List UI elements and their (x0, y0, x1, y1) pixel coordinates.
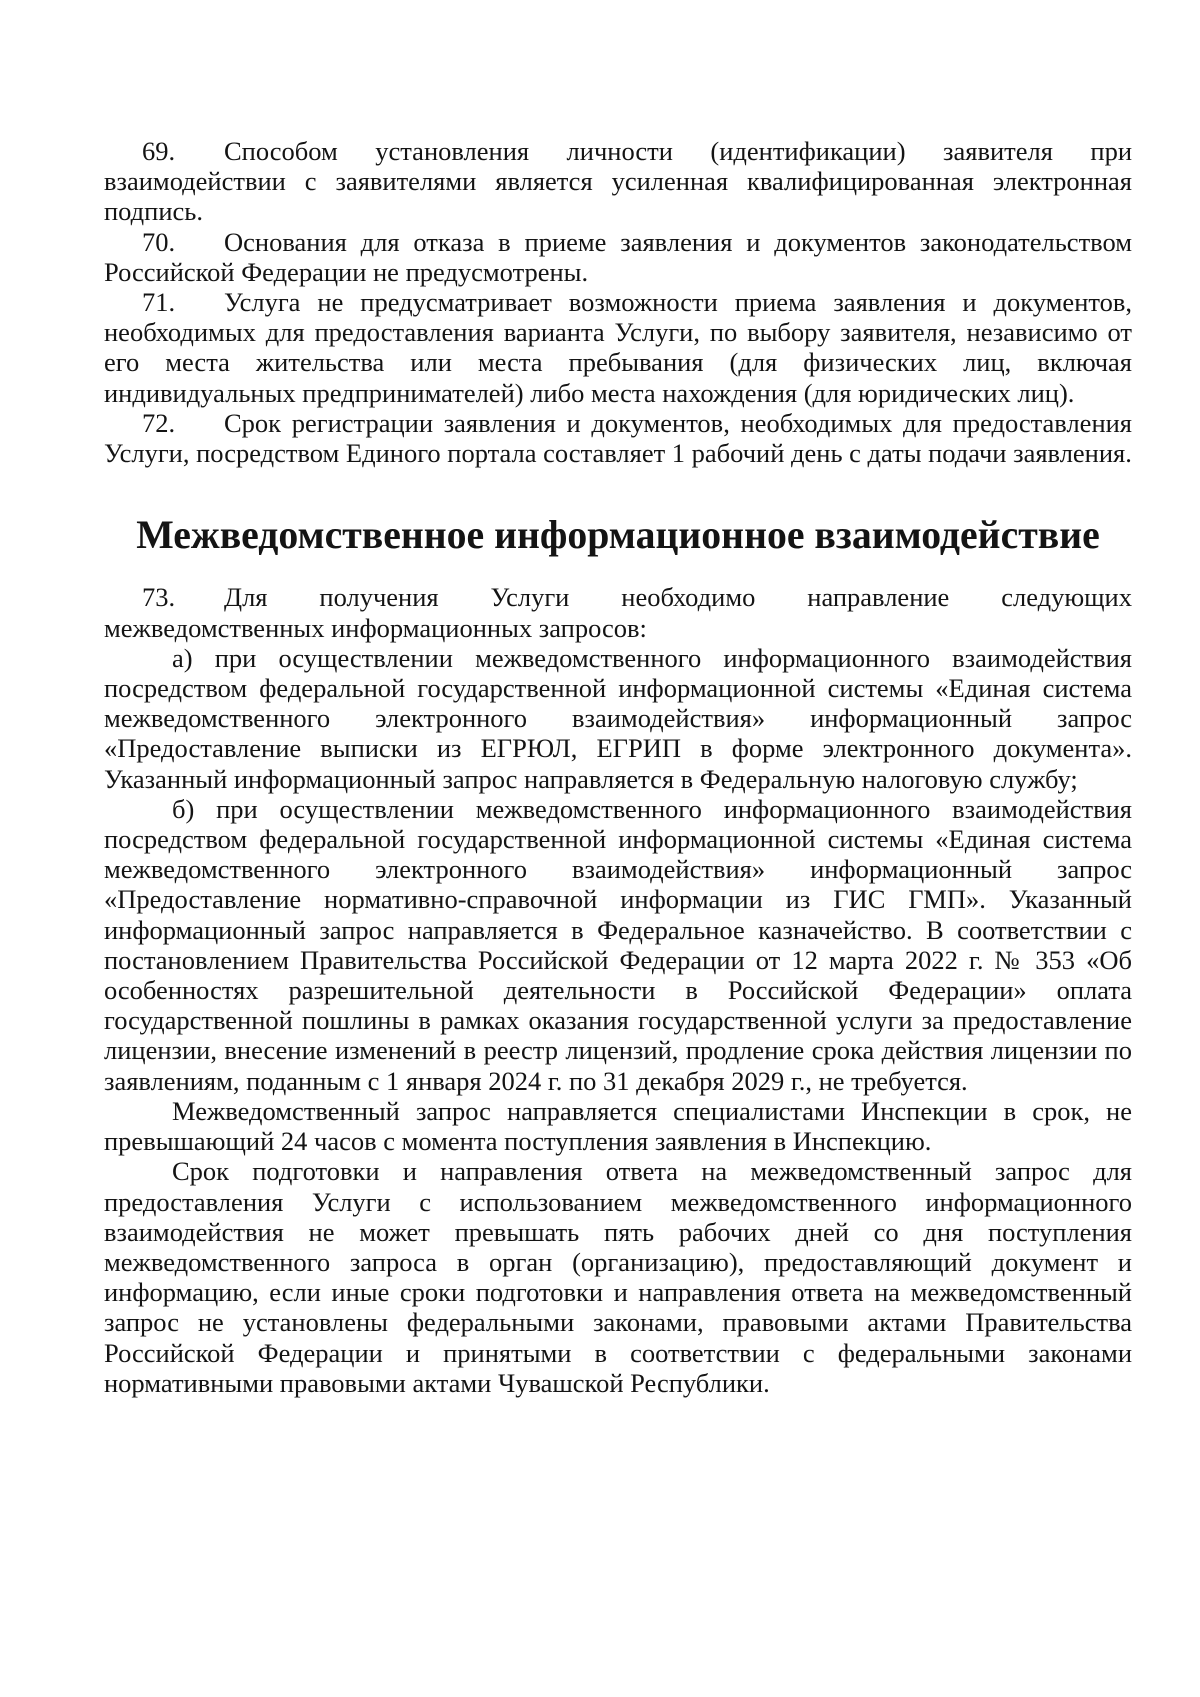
subparagraph-b: б) при осуществлении межведомственного информационного взаимодействия посредством федеральной государственной информационной системы «Единая система межведомственного электронного взаимодействия» информационный запрос «Предоставление нормативно-справочной информации из ГИС ГМП». Указанный информационный запрос направляется в Федеральное казначейство. В соответствии с постановлением Правительства Российской Федерации от 12 марта 2022 г. № 353 «Об особенностях разрешительной деятельности в Российской Федерации» оплата государственной пошлины в рамках оказания государственной услуги за предоставление лицензии, внесение изменений в реестр лицензий, продление срока действия лицензии по заявлениям, поданным с 1 января 2024 г. по 31 декабря 2029 г., не требуется. (104, 793, 1132, 1096)
paragraph-number: 73. (142, 582, 176, 613)
paragraph-72 (104, 408, 1132, 468)
paragraph-69 (104, 136, 1132, 227)
paragraph-request-timing: Межведомственный запрос направляется специалистами Инспекции в срок, не превышающий 24 часов с момента поступления заявления в Инспекцию. (104, 1095, 1132, 1157)
paragraph-70 (104, 227, 1132, 287)
paragraph-response-deadline: Срок подготовки и направления ответа на межведомственный запрос для предоставления Услуги с использованием межведомственного информационного взаимодействия не может превышать пять рабочих дней со дня поступления межведомственного запроса в орган (организацию), предоставляющий документ и информацию, если иные сроки подготовки и направления ответа на межведомственный запрос не установлены федеральными законами, правовыми актами Правительства Российской Федерации и принятыми в соответствии с федеральными законами нормативными правовыми актами Чувашской Республики. (104, 1156, 1132, 1398)
paragraph-number: 70. (142, 226, 176, 257)
paragraph-text: Основания для отказа в приеме заявления и документов законодательством Российской Федерации не предусмотрены. (104, 226, 1132, 287)
paragraph-73 (104, 582, 1132, 642)
paragraph-number: 69. (142, 136, 176, 166)
paragraph-text: Для получения Услуги необходимо направление следующих межведомственных информационных запросов: (104, 582, 1132, 643)
paragraph-text: Услуга не предусматривает возможности приема заявления и документов, необходимых для предоставления варианта Услуги, по выбору заявителя, независимо от его места жительства или места пребывания (для физических лиц, включая индивидуальных предпринимателей) либо места нахождения (для юридических лиц). (104, 287, 1132, 408)
paragraph-text: Срок регистрации заявления и документов, необходимых для предоставления Услуги, посредством Единого портала составляет 1 рабочий день с даты подачи заявления. (104, 407, 1132, 469)
paragraph-number: 72. (142, 407, 176, 438)
paragraph-number: 71. (142, 287, 176, 318)
paragraph-71 (104, 287, 1132, 408)
subparagraph-a: а) при осуществлении межведомственного информационного взаимодействия посредством федеральной государственной информационной системы «Единая система межведомственного электронного взаимодействия» информационный запрос «Предоставление выписки из ЕГРЮЛ, ЕГРИП в форме электронного документа». Указанный информационный запрос направляется в Федеральную налоговую службу; (104, 642, 1132, 794)
paragraph-text: Способом установления личности (идентификации) заявителя при взаимодействии с заявителями является усиленная квалифицированная электронная подпись. (104, 136, 1132, 227)
document-page (104, 136, 1132, 1398)
section-heading: Межведомственное информационное взаимодействие (136, 513, 1100, 558)
